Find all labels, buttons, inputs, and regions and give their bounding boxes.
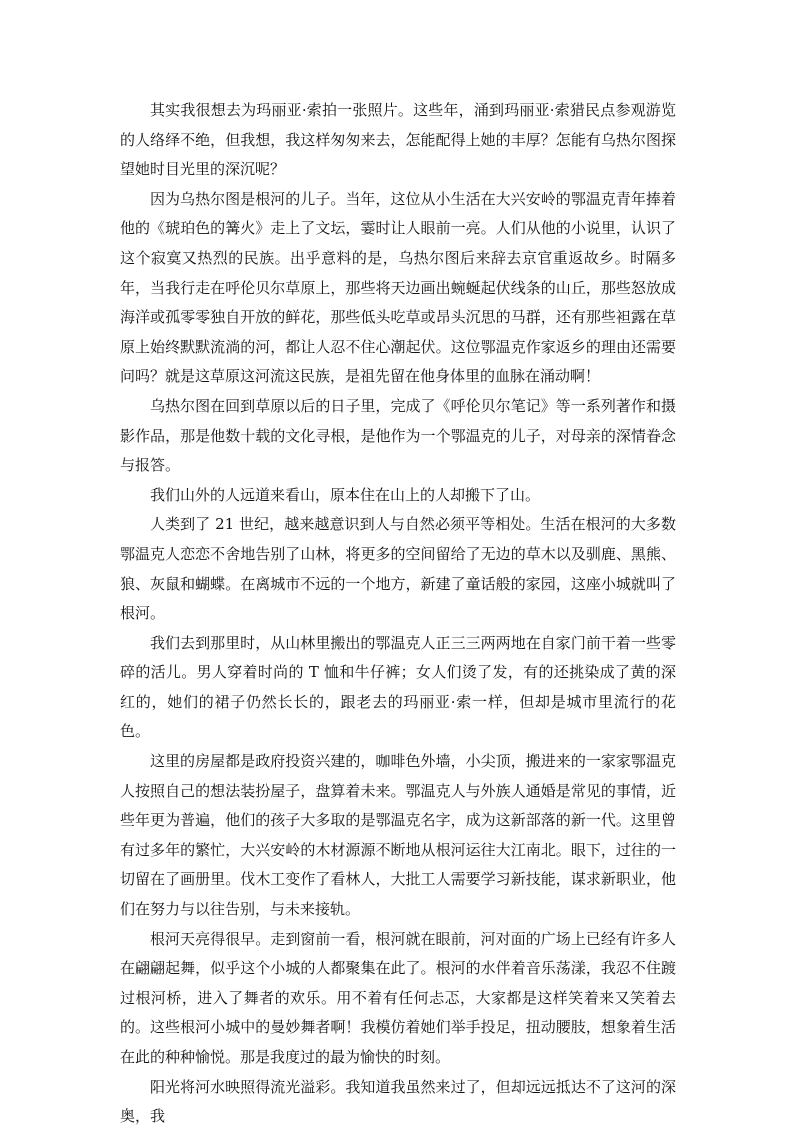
paragraph-4: 我们山外的人远道来看山，原本住在山上的人却搬下了山。 (150, 485, 541, 504)
paragraph-7: 这里的房屋都是政府投资兴建的，咖啡色外墙，小尖顶，搬进来的一家家鄂温克人按照自己的想法装扮屋子，盘算着未来。鄂温克人与外族人通婚是常见的事情，近些年更为普遍，他们的孩子大多取的是鄂温克名字，成为这新部落的新一代。这里曾有过多年的繁忙，大兴安岭的木材源源不断地从根河运往大江南北。眼下，过往的一切留在了画册里。伐木工变作了看林人，大批工人需要学习新技能，谋求新职业，他们在努力与以往告别，与未来接轨。 (120, 752, 676, 919)
paragraph-8: 根河天亮得很早。走到窗前一看，根河就在眼前，河对面的广场上已经有许多人在翩翩起舞，似乎这个小城的人都聚集在此了。根河的水伴着音乐荡漾，我忍不住踱过根河桥，进入了舞者的欢乐。用不着有任何忐忑，大家都是这样笑着来又笑着去的。这些根河小城中的曼妙舞者啊！我模仿着她们举手投足，扭动腰肢，想象着生活在此的种种愉悦。那是我度过的最为愉快的时刻。 (120, 929, 676, 1066)
paragraph-5: 人类到了 21 世纪，越来越意识到人与自然必须平等相处。生活在根河的大多数鄂温克人恋恋不舍地告别了山林，将更多的空间留给了无边的草木以及驯鹿、黑熊、狼、灰鼠和蝴蝶。在离城市不远的一个地方，新建了童话般的家园，这座小城就叫了根河。 (120, 515, 676, 623)
paragraph-1: 其实我很想去为玛丽亚·索拍一张照片。这些年，涌到玛丽亚·索猎民点参观游览的人络绎不绝，但我想，我这样匆匆来去，怎能配得上她的丰厚？怎能有乌热尔图探望她时目光里的深沉呢？ (120, 101, 676, 179)
paragraph-2: 因为乌热尔图是根河的儿子。当年，这位从小生活在大兴安岭的鄂温克青年捧着他的《琥珀色的篝火》走上了文坛，霎时让人眼前一亮。人们从他的小说里，认识了这个寂寞又热烈的民族。出乎意料的是，乌热尔图后来辞去京官重返故乡。时隔多年，当我行走在呼伦贝尔草原上，那些将天边画出蜿蜒起伏线条的山丘，那些怒放成海洋或孤零零独自开放的鲜花，那些低头吃草或昂头沉思的马群，还有那些袒露在草原上始终默默流淌的河，都让人忍不住心潮起伏。这位鄂温克作家返乡的理由还需要问吗？就是这草原这河流这民族，是祖先留在他身体里的血脉在涌动啊！ (120, 189, 676, 386)
paragraph-3: 乌热尔图在回到草原以后的日子里，完成了《呼伦贝尔笔记》等一系列著作和摄影作品，那是他数十载的文化寻根，是他作为一个鄂温克的儿子，对母亲的深情眷念与报答。 (120, 396, 676, 475)
paragraph-9: 阳光将河水映照得流光溢彩。我知道我虽然来过了，但却远远抵达不了这河的深奥，我 (120, 1077, 676, 1126)
paragraph-6: 我们去到那里时，从山林里搬出的鄂温克人正三三两两地在自家门前干着一些零碎的活儿。男人穿着时尚的 T 恤和牛仔裤；女人们烫了发，有的还挑染成了黄的深红的，她们的裙子仍然长长的，跟老去的玛丽亚·索一样，但却是城市里流行的花色。 (120, 633, 676, 741)
